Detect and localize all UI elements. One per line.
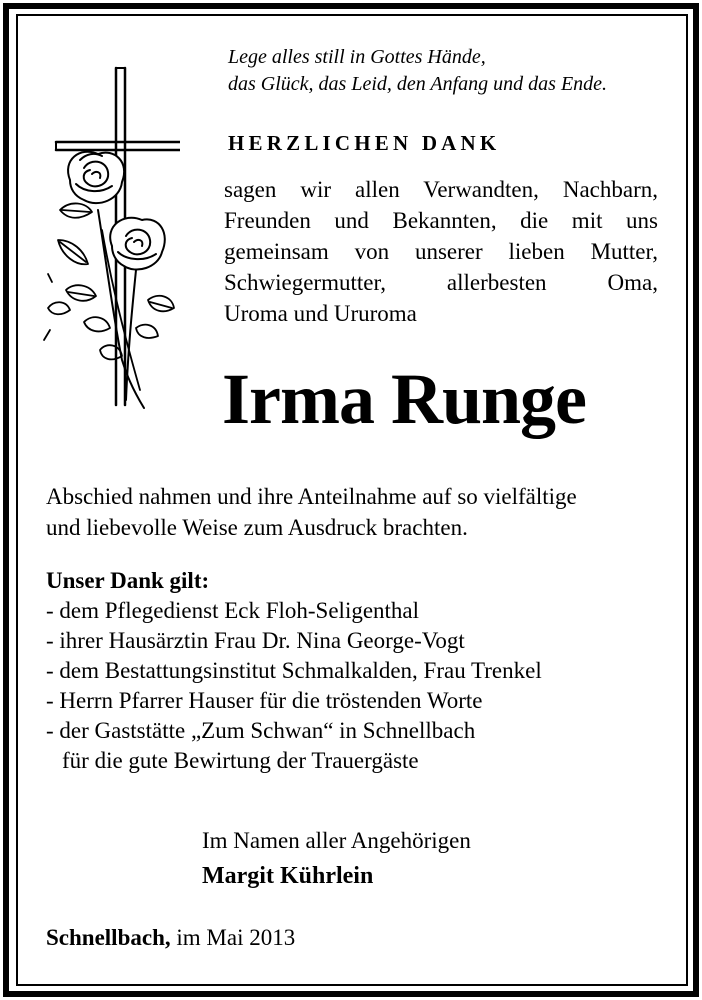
motto-line: Lege alles still in Gottes Hände, xyxy=(228,46,486,68)
farewell-line: und liebevolle Weise zum Ausdruck brachten. xyxy=(46,515,468,540)
cross-with-roses-icon xyxy=(40,60,180,420)
thanks-heading: Unser Dank gilt: xyxy=(46,568,210,593)
intro-paragraph xyxy=(224,174,658,329)
thanks-list xyxy=(46,596,542,776)
list-item: - der Gaststätte „Zum Schwan“ in Schnellbach xyxy=(46,718,476,743)
list-item: - Herrn Pfarrer Hauser für die tröstenden Worte xyxy=(46,688,483,713)
list-item: - dem Bestattungsinstitut Schmalkalden, Frau Trenkel xyxy=(46,658,542,683)
motto-verse xyxy=(228,44,607,98)
intro-line: gemeinsam von unserer lieben Mutter, xyxy=(224,239,658,264)
date: im Mai 2013 xyxy=(176,925,296,950)
place: Schnellbach, xyxy=(46,925,171,950)
list-item: - dem Pflegedienst Eck Floh-Seligenthal xyxy=(46,598,420,623)
intro-line: Schwiegermutter, allerbesten Oma, xyxy=(224,270,658,295)
thanks-title: HERZLICHEN DANK xyxy=(228,131,501,155)
intro-line: Uroma und Ururoma xyxy=(224,301,417,326)
motto-line: das Glück, das Leid, den Anfang und das Ende. xyxy=(228,73,608,95)
intro-line: Freunden und Bekannten, die mit uns xyxy=(224,208,658,233)
list-item-continuation: für die gute Bewirtung der Trauergäste xyxy=(62,748,419,773)
farewell-line: Abschied nahmen und ihre Anteilnahme auf so vielfältige xyxy=(46,484,577,509)
on-behalf-line: Im Namen aller Angehörigen xyxy=(202,828,471,853)
place-date xyxy=(46,922,295,954)
deceased-name: Irma Runge xyxy=(222,359,586,439)
signer-name: Margit Kührlein xyxy=(202,863,374,889)
intro-line: sagen wir allen Verwandten, Nachbarn, xyxy=(224,177,658,202)
farewell-paragraph xyxy=(46,481,577,543)
list-item: - ihrer Hausärztin Frau Dr. Nina George-Vogt xyxy=(46,628,465,653)
